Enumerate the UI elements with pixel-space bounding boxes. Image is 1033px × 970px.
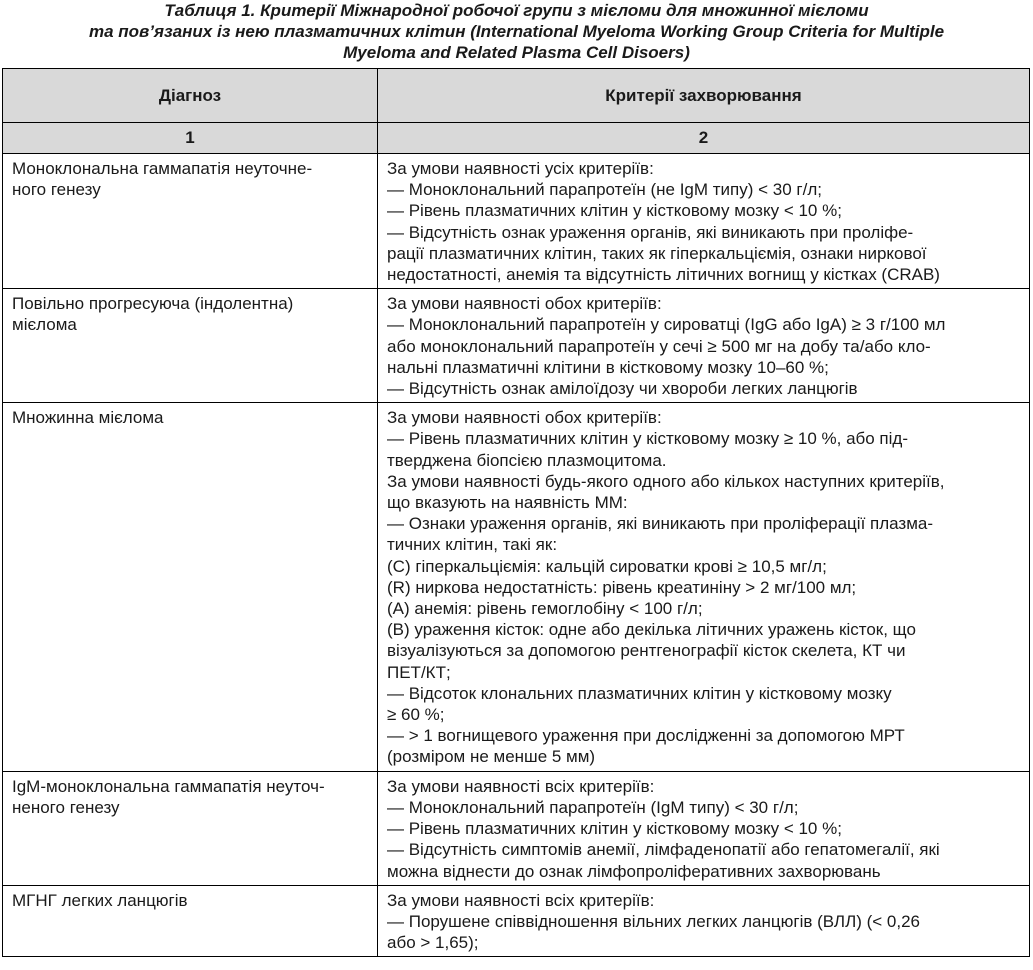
diagnosis-line: Моноклональна гаммапатія неуточне- [12, 159, 313, 178]
diagnosis-line: Множинна мієлома [12, 408, 164, 428]
criteria-line: — Відсутність ознак ураження органів, які виникають при проліфе- [387, 222, 914, 242]
criteria-line: (R) ниркова недостатність: рівень креатиніну > 2 мг/100 мл; [387, 577, 857, 597]
table-row [3, 403, 1030, 771]
column-number-row [3, 123, 1030, 154]
criteria-line: — Ознаки ураження органів, які виникають при проліферації плазма- [387, 514, 934, 534]
caption-line: та пов’язаних із нею плазматичних клітин (International Myeloma Working Group Criteria for Multiple [88, 22, 945, 41]
diagnosis-cell [3, 771, 378, 885]
diagnosis-line: ного генезу [12, 180, 101, 200]
criteria-line: візуалізуються за допомогою рентгенографії кісток скелета, КТ чи [387, 641, 906, 661]
criteria-line: — Відсутність симптомів анемії, лімфаденопатії або гепатомегалії, які [387, 840, 940, 860]
table-row [3, 154, 1030, 289]
criteria-line: За умови наявності всіх критеріїв: [387, 776, 655, 796]
criteria-cell [378, 885, 1030, 957]
criteria-table [2, 68, 1030, 957]
criteria-cell [378, 771, 1030, 885]
criteria-line: — > 1 вогнищевого ураження при дослідженні за допомогою МРТ [387, 726, 905, 746]
column-number-1: 1 [3, 123, 378, 154]
criteria-cell [378, 403, 1030, 771]
criteria-line: (розміром не менше 5 мм) [387, 747, 596, 767]
criteria-line: нальні плазматичні клітини в кістковому мозку 10–60 %; [387, 357, 829, 377]
criteria-line: — Моноклональний парапротеїн (не IgM типу) < 30 г/л; [387, 180, 822, 200]
criteria-line: — Моноклональний парапротеїн (IgM типу) < 30 г/л; [387, 797, 799, 817]
diagnosis-line: МГНГ легких ланцюгів [12, 890, 188, 910]
table-row [3, 289, 1030, 403]
table-caption [0, 0, 1033, 66]
criteria-line: (B) ураження кісток: одне або декілька літичних уражень кісток, що [387, 620, 916, 640]
criteria-line: тичних клітин, такі як: [387, 535, 558, 555]
table-row [3, 885, 1030, 957]
criteria-cell [378, 289, 1030, 403]
criteria-line: що вказують на наявність ММ: [387, 493, 628, 513]
diagnosis-cell [3, 289, 378, 403]
header-diagnosis: Діагноз [3, 69, 378, 123]
criteria-cell [378, 154, 1030, 289]
diagnosis-line: Повільно прогресуюча (індолентна) [12, 294, 294, 314]
table-header-row [3, 69, 1030, 123]
criteria-line: За умови наявності обох критеріїв: [387, 294, 662, 314]
criteria-line: рації плазматичних клітин, таких як гіперкальціємія, ознаки ниркової [387, 243, 927, 263]
criteria-line: тверджена біопсією плазмоцитома. [387, 450, 667, 470]
criteria-line: або моноклональний парапротеїн у сечі ≥ 500 мг на добу та/або кло- [387, 336, 931, 356]
criteria-line: — Моноклональний парапротеїн у сироватці (IgG або IgA) ≥ 3 г/100 мл [387, 315, 946, 335]
criteria-line: (A) анемія: рівень гемоглобіну < 100 г/л; [387, 599, 703, 619]
diagnosis-cell [3, 154, 378, 289]
column-number-2: 2 [378, 123, 1030, 154]
diagnosis-line: мієлома [12, 315, 77, 335]
criteria-line: можна віднести до ознак лімфопроліферативних захворювань [387, 861, 881, 881]
diagnosis-cell [3, 885, 378, 957]
criteria-line: або > 1,65); [387, 933, 479, 953]
criteria-line: За умови наявності будь-якого одного або кількох наступних критеріїв, [387, 471, 945, 491]
criteria-line: За умови наявності всіх критеріїв: [387, 890, 655, 910]
criteria-line: — Рівень плазматичних клітин у кістковому мозку < 10 %; [387, 819, 842, 839]
criteria-line: — Відсоток клональних плазматичних клітин у кістковому мозку [387, 683, 892, 703]
criteria-line: — Відсутність ознак амілоїдозу чи хвороби легких ланцюгів [387, 379, 858, 399]
caption-line: Таблиця 1. Критерії Міжнародної робочої групи з мієломи для множинної мієломи [164, 1, 869, 20]
criteria-line: недостатності, анемія та відсутність літичних вогнищ у кістках (CRAB) [387, 265, 940, 285]
header-criteria: Критерії захворювання [378, 69, 1030, 123]
criteria-line: — Рівень плазматичних клітин у кістковому мозку < 10 %; [387, 201, 842, 221]
criteria-line: — Порушене співвідношення вільних легких ланцюгів (ВЛЛ) (< 0,26 [387, 911, 921, 931]
caption-line: Myeloma and Related Plasma Cell Disoers) [343, 43, 690, 62]
criteria-line: — Рівень плазматичних клітин у кістковому мозку ≥ 10 %, або під- [387, 429, 908, 449]
diagnosis-line: IgM-моноклональна гаммапатія неуточ- [12, 776, 325, 796]
diagnosis-cell [3, 403, 378, 771]
criteria-line: (C) гіперкальціємія: кальцій сироватки крові ≥ 10,5 мг/л; [387, 556, 827, 576]
criteria-line: ≥ 60 %; [387, 705, 445, 725]
table-row [3, 771, 1030, 885]
criteria-line: За умови наявності усіх критеріїв: [387, 159, 654, 178]
criteria-line: За умови наявності обох критеріїв: [387, 408, 662, 428]
criteria-line: ПЕТ/КТ; [387, 662, 451, 682]
diagnosis-line: неного генезу [12, 797, 120, 817]
